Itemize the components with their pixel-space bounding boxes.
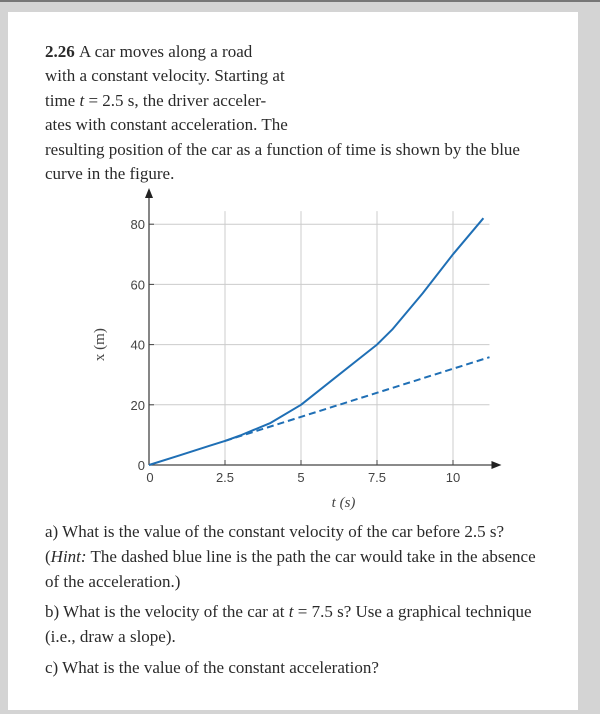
page (8, 12, 578, 710)
dashed-series-line (225, 357, 490, 441)
question-b-line: (i.e., draw a slope). (45, 627, 176, 646)
x-tick-label: 7.5 (367, 470, 387, 485)
question-a-line: The dashed blue line is the path the car would take in the absence (86, 547, 536, 566)
y-tick-label: 0 (137, 458, 145, 473)
x-tick-label: 5 (297, 470, 305, 485)
x-tick-label: 10 (445, 470, 461, 485)
problem-number: 2.26 (45, 42, 75, 61)
question-a-line: a) What is the value of the constant velocity of the car before 2.5 s? (45, 522, 504, 541)
position-time-chart (8, 12, 578, 532)
x-axis-arrow-icon (491, 461, 501, 469)
hint-label: Hint: (50, 547, 87, 566)
paren: ( (45, 547, 51, 566)
y-tick-label: 60 (130, 277, 145, 293)
line: curve in the figure. (45, 164, 175, 184)
y-axis-label: x (m) (92, 328, 108, 362)
x-axis-label: t (s) (331, 495, 356, 511)
x-tick-label: 0 (146, 470, 154, 485)
line: time (45, 90, 76, 110)
question-b-line: = 7.5 s? Use a graphical technique (293, 602, 532, 621)
question-a-line: of the acceleration.) (45, 572, 181, 591)
question-b-line: b) What is the velocity of the car at (45, 602, 289, 621)
question-b (45, 599, 532, 649)
question-c-line: c) What is the value of the constant acceleration? (45, 658, 379, 677)
solid-series-line (149, 218, 483, 465)
y-tick-label: 40 (130, 337, 145, 353)
line: resulting position of the car as a function of time is shown by the blue (45, 139, 520, 159)
line: A car moves along a road (79, 42, 253, 61)
line: = 2.5 s, the driver acceler- (88, 90, 267, 110)
y-axis-arrow-icon (145, 188, 153, 198)
y-tick-label: 80 (130, 217, 145, 233)
var-t: t (288, 602, 294, 621)
y-tick-label: 20 (130, 397, 145, 413)
line: ates with constant acceleration. The (45, 115, 288, 135)
var-t: t (79, 90, 85, 110)
question-c (45, 655, 379, 680)
x-tick-label: 2.5 (215, 470, 235, 485)
question-a (45, 519, 536, 594)
line: with a constant velocity. Starting at (45, 66, 285, 86)
